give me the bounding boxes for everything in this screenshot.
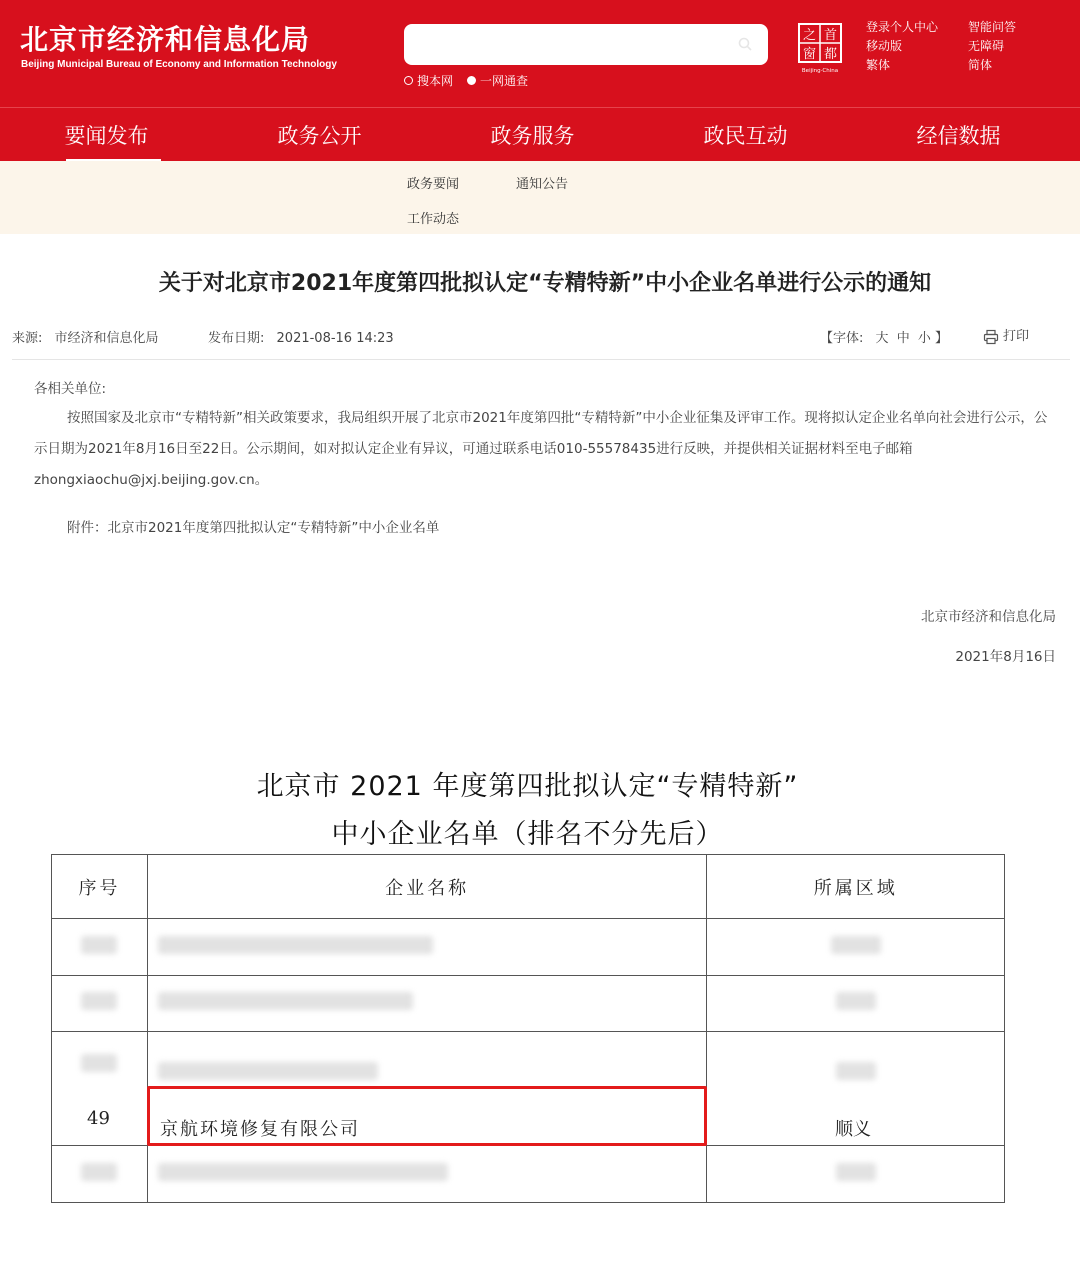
article-source: 来源: 市经济和信息化局 [12, 331, 159, 346]
site-header [0, 0, 1080, 107]
printer-icon [983, 329, 999, 345]
table-row [52, 976, 1005, 1032]
font-size-control: 【字体: 大 中 小 】 [820, 331, 949, 346]
logo-char: 都 [823, 47, 838, 62]
blurred-cell [81, 1054, 117, 1072]
main-nav [0, 107, 1080, 161]
highlight-seq: 49 [87, 1108, 110, 1129]
top-links [866, 20, 1048, 73]
article-signature: 北京市经济和信息化局 [921, 609, 1056, 625]
doc-title-line2: 中小企业名单（排名不分先后） [331, 819, 724, 850]
highlight-box [147, 1086, 707, 1146]
subnav-item-news[interactable]: 政务要闻 [407, 177, 460, 192]
link-smart-qa[interactable]: 智能问答 [968, 20, 1017, 34]
link-simplified[interactable]: 简体 [968, 58, 993, 72]
article-paragraph: 按照国家及北京市“专精特新”相关政策要求，我局组织开展了北京市2021年度第四批“专精特新”中小企业征集及评审工作。现将拟认定企业名单向社会进行公示，公示日期为2021年8月16日至22日。公示期间，如对拟认定企业有异议，可通过联系电话010-55578435进行反映，并提供相关证据材料至电子邮箱zhongxiaochu@jxj.beijing.gov.cn。 [34, 410, 1048, 488]
font-small-button[interactable]: 小 [917, 331, 931, 346]
search-scope-options [404, 72, 528, 89]
blurred-cell [836, 992, 876, 1010]
link-login[interactable]: 登录个人中心 [866, 20, 939, 34]
blurred-cell [81, 992, 117, 1010]
nav-item-gov-affairs[interactable]: 政务公开 [277, 124, 362, 148]
nav-item-news[interactable]: 要闻发布 [0, 108, 213, 162]
blurred-cell [836, 1163, 876, 1181]
blurred-cell [81, 936, 117, 954]
link-accessibility[interactable]: 无障碍 [968, 39, 1005, 53]
blurred-cell [81, 1163, 117, 1181]
font-large-button[interactable]: 大 [875, 331, 889, 346]
site-logo-subtitle: Beijing Municipal Bureau of Economy and Information Technology [21, 59, 337, 70]
print-button[interactable]: 打印 [983, 325, 1029, 345]
sub-nav [0, 161, 1080, 234]
table-row [52, 919, 1005, 976]
blurred-cell [831, 936, 881, 954]
col-header-region: 所属区域 [707, 855, 1005, 919]
search-scope-site[interactable]: 搜本网 [404, 72, 453, 89]
logo-caption: Beijing·China [801, 68, 839, 74]
article-sign-date: 2021年8月16日 [955, 649, 1056, 665]
blurred-cell [158, 992, 413, 1010]
link-traditional[interactable]: 繁体 [866, 58, 891, 72]
font-medium-button[interactable]: 中 [896, 331, 910, 346]
link-mobile[interactable]: 移动版 [866, 39, 903, 53]
capital-window-logo[interactable] [797, 22, 843, 74]
radio-off-icon [404, 76, 413, 85]
blurred-cell [158, 1163, 448, 1181]
subnav-item-notices[interactable]: 通知公告 [516, 177, 569, 192]
table-header-row [52, 855, 1005, 919]
subnav-item-work[interactable]: 工作动态 [407, 212, 460, 227]
article-salutation: 各相关单位: [34, 381, 107, 397]
nav-item-interaction[interactable]: 政民互动 [703, 124, 788, 148]
article-attachment-link[interactable]: 附件：北京市2021年度第四批拟认定“专精特新”中小企业名单 [67, 520, 440, 536]
nav-item-services[interactable]: 政务服务 [490, 124, 575, 148]
col-header-seq: 序号 [52, 855, 148, 919]
nav-item-data[interactable]: 经信数据 [916, 124, 1001, 148]
radio-on-icon [467, 76, 476, 85]
article-title: 关于对北京市2021年度第四批拟认定“专精特新”中小企业名单进行公示的通知 [158, 271, 932, 296]
blurred-cell [158, 936, 433, 954]
doc-title-line1: 北京市 2021 年度第四批拟认定“专精特新” [256, 771, 799, 802]
highlight-company: 京航环境修复有限公司 [160, 1119, 360, 1140]
search-icon[interactable] [738, 37, 752, 51]
site-logo-title[interactable]: 北京市经济和信息化局 [20, 23, 311, 56]
blurred-cell [836, 1062, 876, 1080]
highlight-region: 顺义 [835, 1119, 871, 1140]
enterprise-list-table [51, 854, 1005, 1203]
search-scope-all[interactable]: 一网通查 [467, 72, 528, 89]
logo-char: 之 [802, 28, 817, 43]
logo-char: 首 [823, 28, 838, 43]
meta-divider [12, 359, 1070, 360]
search-input[interactable] [404, 24, 768, 65]
logo-char: 窗 [802, 47, 817, 62]
blurred-cell [158, 1062, 378, 1080]
article-date: 发布日期: 2021-08-16 14:23 [208, 331, 394, 346]
col-header-company: 企业名称 [147, 855, 707, 919]
table-row [52, 1146, 1005, 1203]
